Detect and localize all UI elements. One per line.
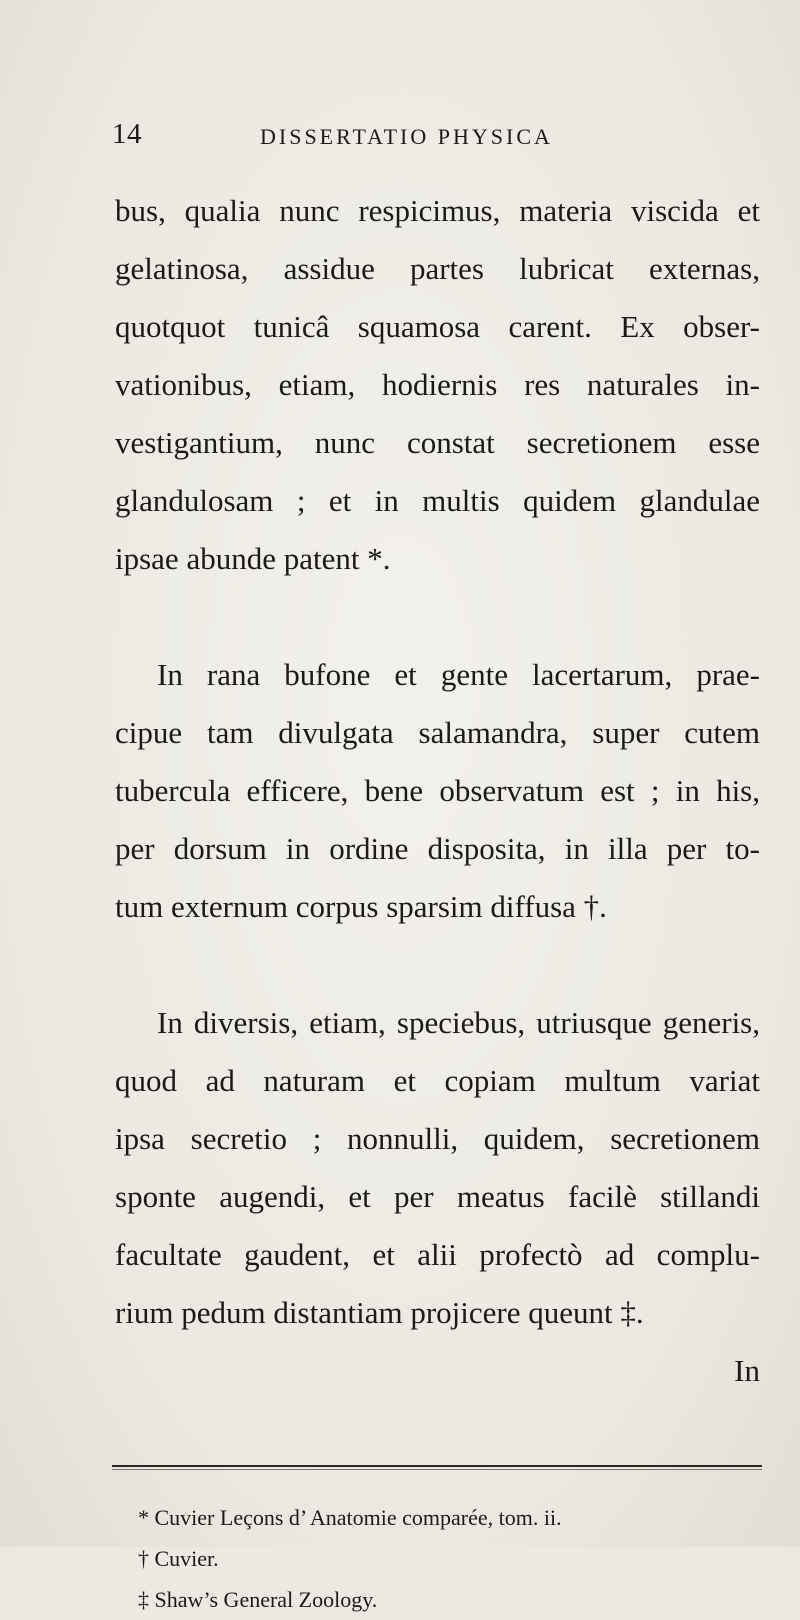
text-line: In rana bufone et gente lacertarum, prae- <box>157 657 760 692</box>
text-line: per dorsum in ordine disposita, in illa per to- <box>115 831 760 866</box>
paragraph-1 <box>115 182 760 588</box>
text-line: vestigantium, nunc constat secretionem esse <box>115 425 760 460</box>
text-line: vationibus, etiam, hodiernis res naturales in- <box>115 367 760 402</box>
paragraph-3 <box>115 994 760 1400</box>
catchword: In <box>734 1353 760 1388</box>
text-line: tum externum corpus sparsim diffusa †. <box>115 889 607 924</box>
text-line: In diversis, etiam, speciebus, utriusque generis, <box>157 1005 760 1040</box>
text-line: gelatinosa, assidue partes lubricat externas, <box>115 251 760 286</box>
text-line: facultate gaudent, et alii profectò ad complu- <box>115 1237 760 1272</box>
paragraph-gap <box>115 588 760 646</box>
text-line: tubercula efficere, bene observatum est ; in his, <box>115 773 760 808</box>
footnote-rule-thin <box>112 1469 762 1470</box>
text-line: bus, qualia nunc respicimus, materia viscida et <box>115 193 760 228</box>
page-number: 14 <box>112 118 142 150</box>
running-head: DISSERTATIO PHYSICA <box>260 124 553 149</box>
text-line: ipsa secretio ; nonnulli, quidem, secretionem <box>115 1121 760 1156</box>
text-line: rium pedum distantiam projicere queunt ‡. <box>115 1295 644 1330</box>
text-line: ipsae abunde patent *. <box>115 541 391 576</box>
text-line: cipue tam divulgata salamandra, super cutem <box>115 715 760 750</box>
footnote-rule <box>112 1465 762 1467</box>
text-line: glandulosam ; et in multis quidem glandulae <box>115 483 760 518</box>
footnote: * Cuvier Leçons d’ Anatomie comparée, tom. ii. <box>138 1505 562 1530</box>
paragraph-gap <box>115 936 760 994</box>
text-line: quotquot tunicâ squamosa carent. Ex obser- <box>115 309 760 344</box>
text-line: sponte augendi, et per meatus facilè stillandi <box>115 1179 760 1214</box>
page-header <box>112 118 732 158</box>
body-text <box>115 182 760 1400</box>
text-line: quod ad naturam et copiam multum variat <box>115 1063 760 1098</box>
footnote: ‡ Shaw’s General Zoology. <box>138 1587 378 1612</box>
paragraph-2 <box>115 646 760 936</box>
footnote: † Cuvier. <box>138 1546 219 1571</box>
footnotes <box>138 1497 738 1620</box>
